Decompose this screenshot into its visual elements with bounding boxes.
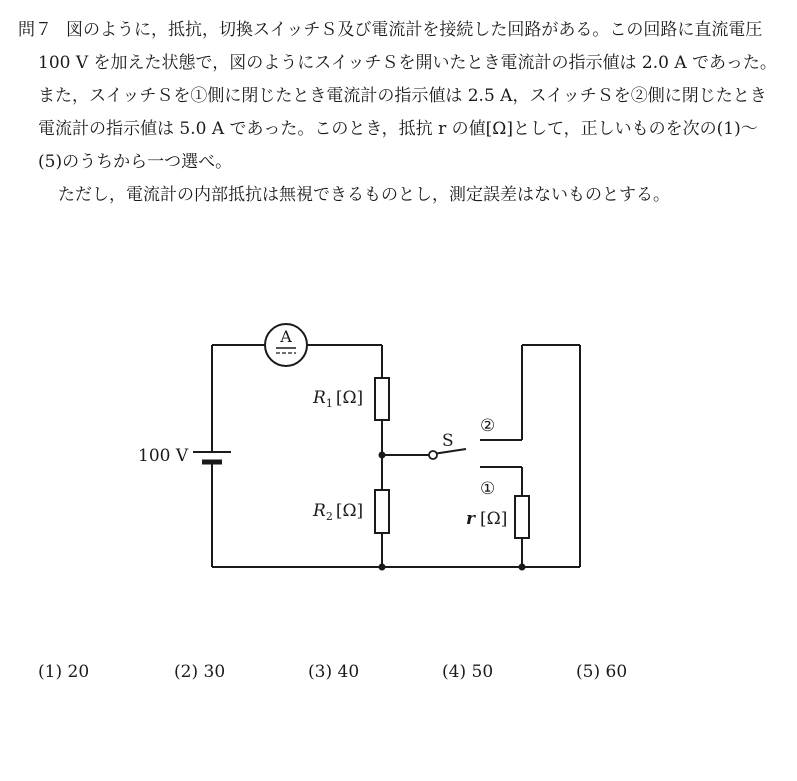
resistor-r2: [375, 490, 389, 533]
switch-label: S: [442, 431, 454, 451]
option-4[interactable]: [442, 662, 493, 682]
option-3-label: (3): [308, 662, 333, 682]
r-label: [466, 509, 507, 529]
option-2[interactable]: [174, 662, 225, 682]
option-2-label: (2): [174, 662, 199, 682]
resistor-r1: [375, 378, 389, 420]
dc-source: [193, 445, 231, 478]
option-2-value: 30: [203, 662, 226, 682]
question-number: 問７: [18, 20, 52, 40]
pos1-label: ①: [480, 479, 496, 499]
option-4-label: (4): [442, 662, 467, 682]
option-1-value: 20: [67, 662, 90, 682]
r-main: r: [466, 509, 475, 529]
pos2-label: ②: [480, 416, 496, 436]
option-4-value: 50: [471, 662, 494, 682]
junction-bottom-right: [519, 564, 526, 571]
question-note: ただし，電流計の内部抵抗は無視できるものとし，測定誤差はないものとする。: [58, 185, 670, 205]
option-5-value: 60: [605, 662, 628, 682]
r-unit: [Ω]: [479, 509, 508, 529]
option-1[interactable]: [38, 662, 89, 682]
r1-sub: 1: [325, 397, 333, 410]
r2-unit: [Ω]: [335, 501, 364, 521]
option-1-label: (1): [38, 662, 63, 682]
source-label: 100 V: [138, 446, 189, 466]
option-3-value: 40: [337, 662, 360, 682]
junction-bottom-mid: [379, 564, 386, 571]
r2-main: R: [313, 501, 326, 521]
resistor-r: [515, 496, 529, 538]
r1-main: R: [313, 388, 326, 408]
option-5-label: (5): [576, 662, 601, 682]
switch-pivot: [429, 451, 437, 459]
ammeter: [265, 324, 307, 366]
option-5[interactable]: [576, 662, 627, 682]
r2-label: [312, 501, 363, 523]
r1-label: [312, 388, 363, 410]
r2-sub: 2: [325, 510, 333, 523]
junction-mid: [379, 452, 386, 459]
option-3[interactable]: [308, 662, 359, 682]
ammeter-label: A: [280, 327, 292, 346]
r1-unit: [Ω]: [335, 388, 364, 408]
question-body: 図のように，抵抗，切換スイッチＳ及び電流計を接続した回路がある。この回路に直流電圧 100 V を加えた状態で，図のようにスイッチＳを開いたとき電流計の指示値は 2.0 A であった。また，スイッチＳを①側に閉じたとき電流計の指示値は 2.5 A，スイッチＳを②側に閉じたとき電流計の指示値は 5.0 A であった。このとき，抵抗 r の値[Ω]として，正しいものを次の(1)～(5)のうちから一つ選べ。: [38, 20, 777, 172]
